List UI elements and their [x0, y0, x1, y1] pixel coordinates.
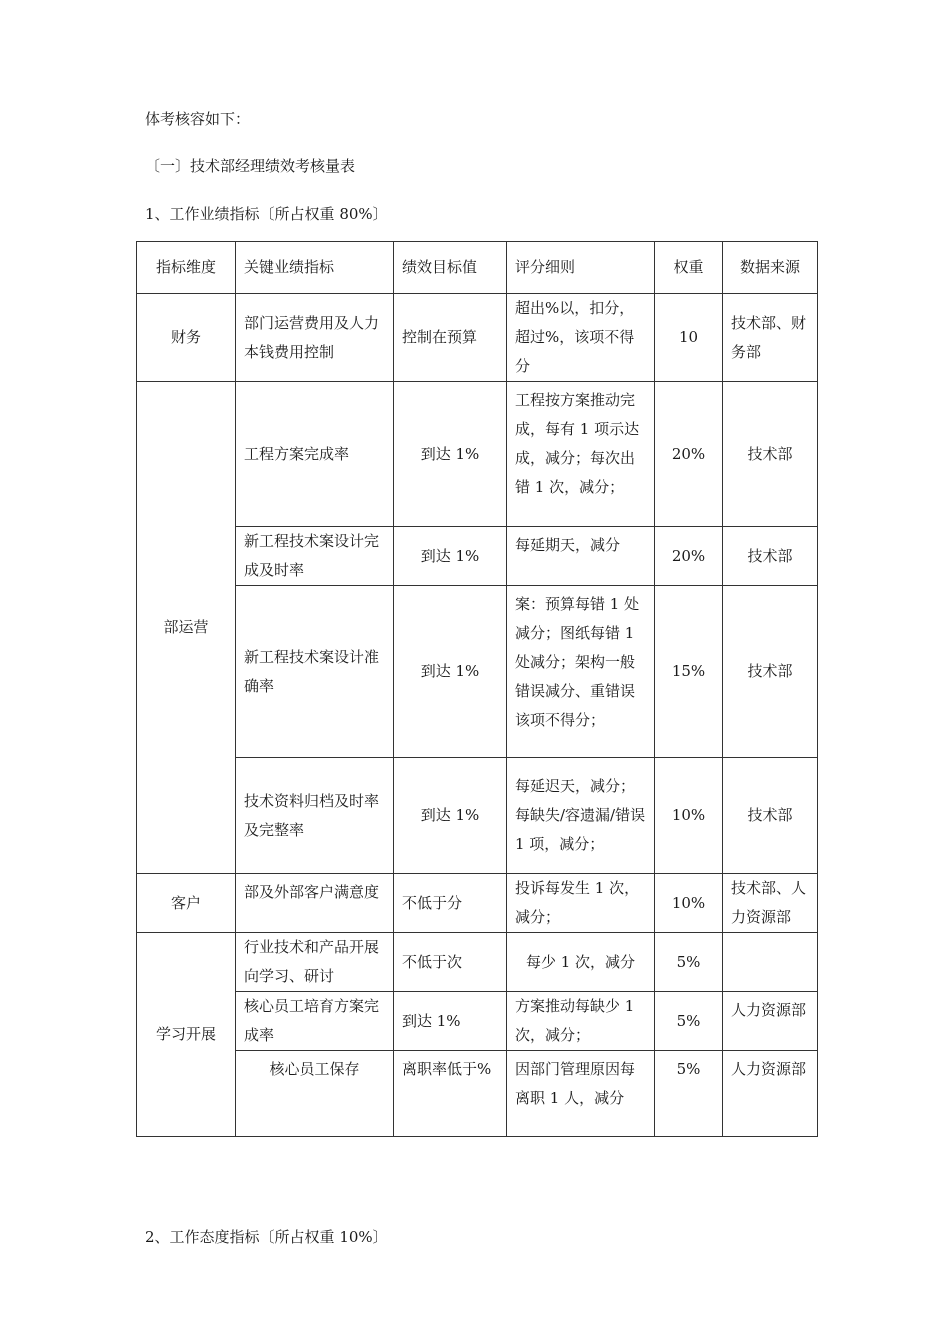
section-2-title: 2、工作态度指标〔所占权重 10%〕: [145, 1228, 388, 1246]
rule-cell: 每少 1 次，减分: [507, 933, 655, 992]
kpi-cell: 新工程技术案设计准确率: [236, 586, 394, 758]
intro-heading: 体考核容如下：: [145, 110, 251, 128]
dimension-cell: 客户: [137, 874, 236, 933]
table-row: [137, 294, 818, 382]
weight-cell: 10: [655, 294, 723, 382]
target-cell: 不低于次: [394, 933, 507, 992]
table-row: [137, 874, 818, 933]
source-cell: 人力资源部: [723, 992, 818, 1051]
kpi-cell: 新工程技术案设计完成及时率: [236, 527, 394, 586]
source-cell: 技术部、人力资源部: [723, 874, 818, 933]
source-cell: 技术部、财务部: [723, 294, 818, 382]
weight-cell: 5%: [655, 992, 723, 1051]
target-cell: 到达 1%: [394, 527, 507, 586]
rule-cell: 因部门管理原因每离职 1 人，减分: [507, 1051, 655, 1137]
rule-cell: 投诉每发生 1 次，减分；: [507, 874, 655, 933]
header-kpi: 关键业绩指标: [236, 242, 394, 294]
target-cell: 到达 1%: [394, 382, 507, 527]
source-cell: 技术部: [723, 527, 818, 586]
table-row: [137, 758, 818, 874]
weight-cell: 15%: [655, 586, 723, 758]
dimension-cell: 学习开展: [137, 933, 236, 1137]
dimension-cell: 财务: [137, 294, 236, 382]
header-weight: 权重: [655, 242, 723, 294]
target-cell: 到达 1%: [394, 586, 507, 758]
source-cell: [723, 933, 818, 992]
header-source: 数据来源: [723, 242, 818, 294]
rule-cell: 工程按方案推动完成，每有 1 项示达成，减分；每次出错 1 次，减分；: [507, 382, 655, 527]
weight-cell: 5%: [655, 1051, 723, 1137]
header-rule: 评分细则: [507, 242, 655, 294]
weight-cell: 20%: [655, 527, 723, 586]
target-cell: 控制在预算: [394, 294, 507, 382]
kpi-cell: 工程方案完成率: [236, 382, 394, 527]
kpi-cell: 核心员工保存: [236, 1051, 394, 1137]
table-caption: 〔一〕技术部经理绩效考核量表: [145, 157, 356, 175]
source-cell: 人力资源部: [723, 1051, 818, 1137]
header-target: 绩效目标值: [394, 242, 507, 294]
kpi-cell: 行业技术和产品开展向学习、研讨: [236, 933, 394, 992]
table-header-row: [137, 242, 818, 294]
source-cell: 技术部: [723, 586, 818, 758]
weight-cell: 10%: [655, 758, 723, 874]
target-cell: 不低于分: [394, 874, 507, 933]
rule-cell: 超出%以，扣分，超过%，该项不得分: [507, 294, 655, 382]
target-cell: 到达 1%: [394, 758, 507, 874]
table-row: [137, 992, 818, 1051]
weight-cell: 5%: [655, 933, 723, 992]
kpi-cell: 技术资料归档及时率及完整率: [236, 758, 394, 874]
table-row: [137, 586, 818, 758]
table-row: [137, 382, 818, 527]
kpi-cell: 核心员工培育方案完成率: [236, 992, 394, 1051]
kpi-cell: 部门运营费用及人力本钱费用控制: [236, 294, 394, 382]
source-cell: 技术部: [723, 758, 818, 874]
rule-cell: 每延迟天，减分；每缺失/容遗漏/错误 1 项，减分；: [507, 758, 655, 874]
target-cell: 离职率低于%: [394, 1051, 507, 1137]
header-dimension: 指标维度: [137, 242, 236, 294]
source-cell: 技术部: [723, 382, 818, 527]
section-1-title: 1、工作业绩指标〔所占权重 80%〕: [145, 205, 388, 223]
kpi-table: [136, 241, 818, 1137]
weight-cell: 10%: [655, 874, 723, 933]
table-row: [137, 1051, 818, 1137]
rule-cell: 案：预算每错 1 处减分；图纸每错 1 处减分；架构一般错误减分、重错误该项不得分；: [507, 586, 655, 758]
rule-cell: 每延期天，减分: [507, 527, 655, 586]
rule-cell: 方案推动每缺少 1 次，减分；: [507, 992, 655, 1051]
target-cell: 到达 1%: [394, 992, 507, 1051]
table-row: [137, 933, 818, 992]
dimension-cell: 部运营: [137, 382, 236, 874]
kpi-cell: 部及外部客户满意度: [236, 874, 394, 933]
weight-cell: 20%: [655, 382, 723, 527]
table-row: [137, 527, 818, 586]
